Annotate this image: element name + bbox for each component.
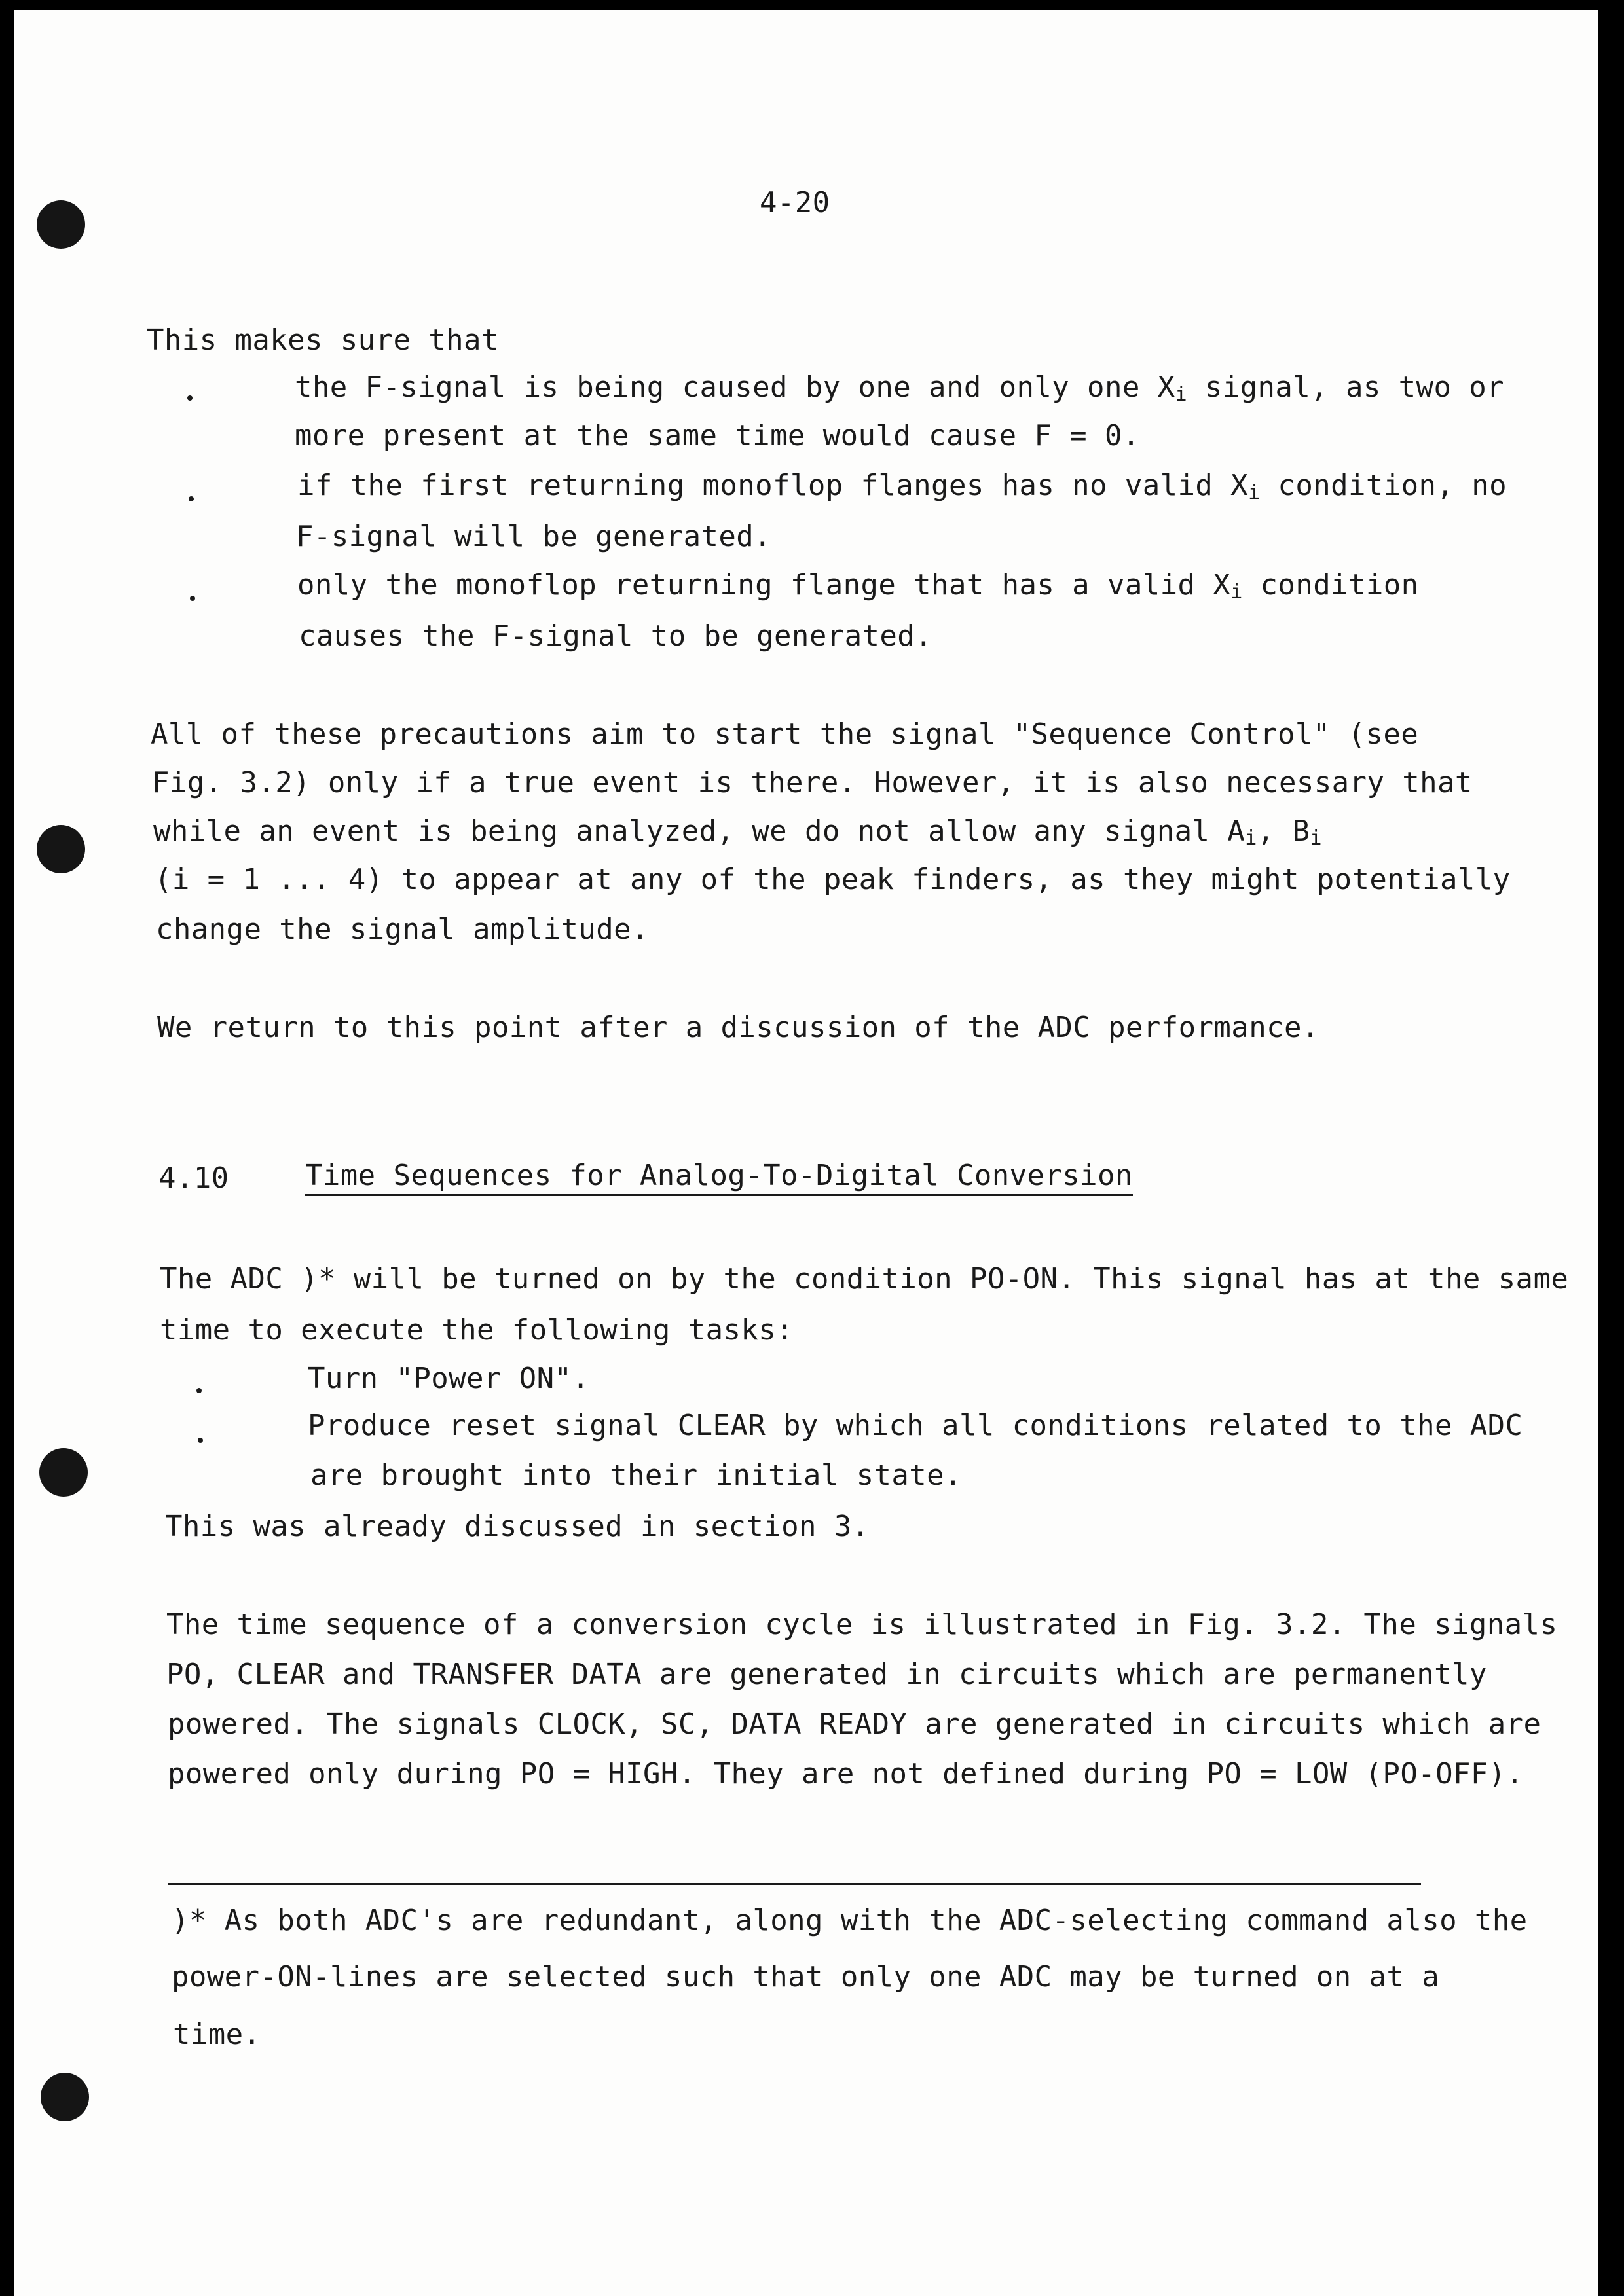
task-1: Turn "Power ON". [308, 1362, 590, 1395]
paragraph-3-end: This was already discussed in section 3. [165, 1510, 870, 1543]
paragraph-4-line-2: PO, CLEAR and TRANSFER DATA are generated in circuits which are permanently [166, 1658, 1487, 1691]
paragraph-4-line-4: powered only during PO = HIGH. They are not defined during PO = LOW (PO-OFF). [168, 1757, 1524, 1791]
section-number: 4.10 [158, 1161, 229, 1195]
task-2-line-1: Produce reset signal CLEAR by which all conditions related to the ADC [308, 1409, 1523, 1442]
section-title: Time Sequences for Analog-To-Digital Conversion [305, 1161, 1133, 1196]
punch-hole [41, 2073, 89, 2121]
punch-hole [39, 1448, 88, 1497]
bullet-dot [196, 1388, 202, 1393]
paragraph-1-line-2: Fig. 3.2) only if a true event is there. However, it is also necessary that [152, 766, 1473, 799]
bullet-3-line-1: only the monoflop returning flange that has a valid $X_i$ condition [297, 568, 1419, 604]
punch-hole [37, 200, 85, 249]
footnote-separator [168, 1883, 1421, 1885]
paragraph-1-line-3: while an event is being analyzed, we do not allow any signal $A_i$, $B_i$ [153, 814, 1322, 850]
bullet-dot [187, 395, 193, 401]
paragraph-1-line-1: All of these precautions aim to start the signal "Sequence Control" (see [151, 718, 1419, 751]
bullet-3-line-2: causes the F-signal to be generated. [299, 619, 933, 653]
paragraph-3-line-1: The ADC )* will be turned on by the condition PO-ON. This signal has at the same [160, 1262, 1569, 1296]
bullet-dot [198, 1438, 203, 1443]
footnote-line-1: )* As both ADC's are redundant, along with the ADC-selecting command also the [172, 1904, 1528, 1937]
bullet-dot [190, 596, 195, 601]
paragraph-2: We return to this point after a discussion of the ADC performance. [157, 1011, 1320, 1044]
footnote-line-3: time. [173, 2018, 261, 2051]
paragraph-3-line-2: time to execute the following tasks: [160, 1313, 794, 1347]
bullet-2-line-1: if the first returning monoflop flanges has no valid $X_i$ condition, no [297, 469, 1507, 504]
bullet-1-line-1: the F-signal is being caused by one and only one $X_i$ signal, as two or [295, 371, 1505, 406]
bullet-1-line-2: more present at the same time would cause F = 0. [295, 419, 1140, 452]
bullet-dot [189, 496, 194, 501]
paragraph-1-line-5: change the signal amplitude. [156, 913, 649, 946]
paragraph-4-line-3: powered. The signals CLOCK, SC, DATA READY are generated in circuits which are [168, 1707, 1541, 1741]
bullet-2-line-2: F-signal will be generated. [296, 520, 772, 553]
paragraph-4-line-1: The time sequence of a conversion cycle is illustrated in Fig. 3.2. The signals [166, 1608, 1558, 1641]
footnote-line-2: power-ON-lines are selected such that only one ADC may be turned on at a [172, 1960, 1440, 1994]
paragraph-1-line-4: (i = 1 ... 4) to appear at any of the peak finders, as they might potentially [155, 863, 1511, 896]
punch-hole [37, 825, 85, 873]
task-2-line-2: are brought into their initial state. [310, 1459, 962, 1492]
page-number: 4-20 [760, 186, 830, 219]
intro-line: This makes sure that [147, 323, 499, 357]
